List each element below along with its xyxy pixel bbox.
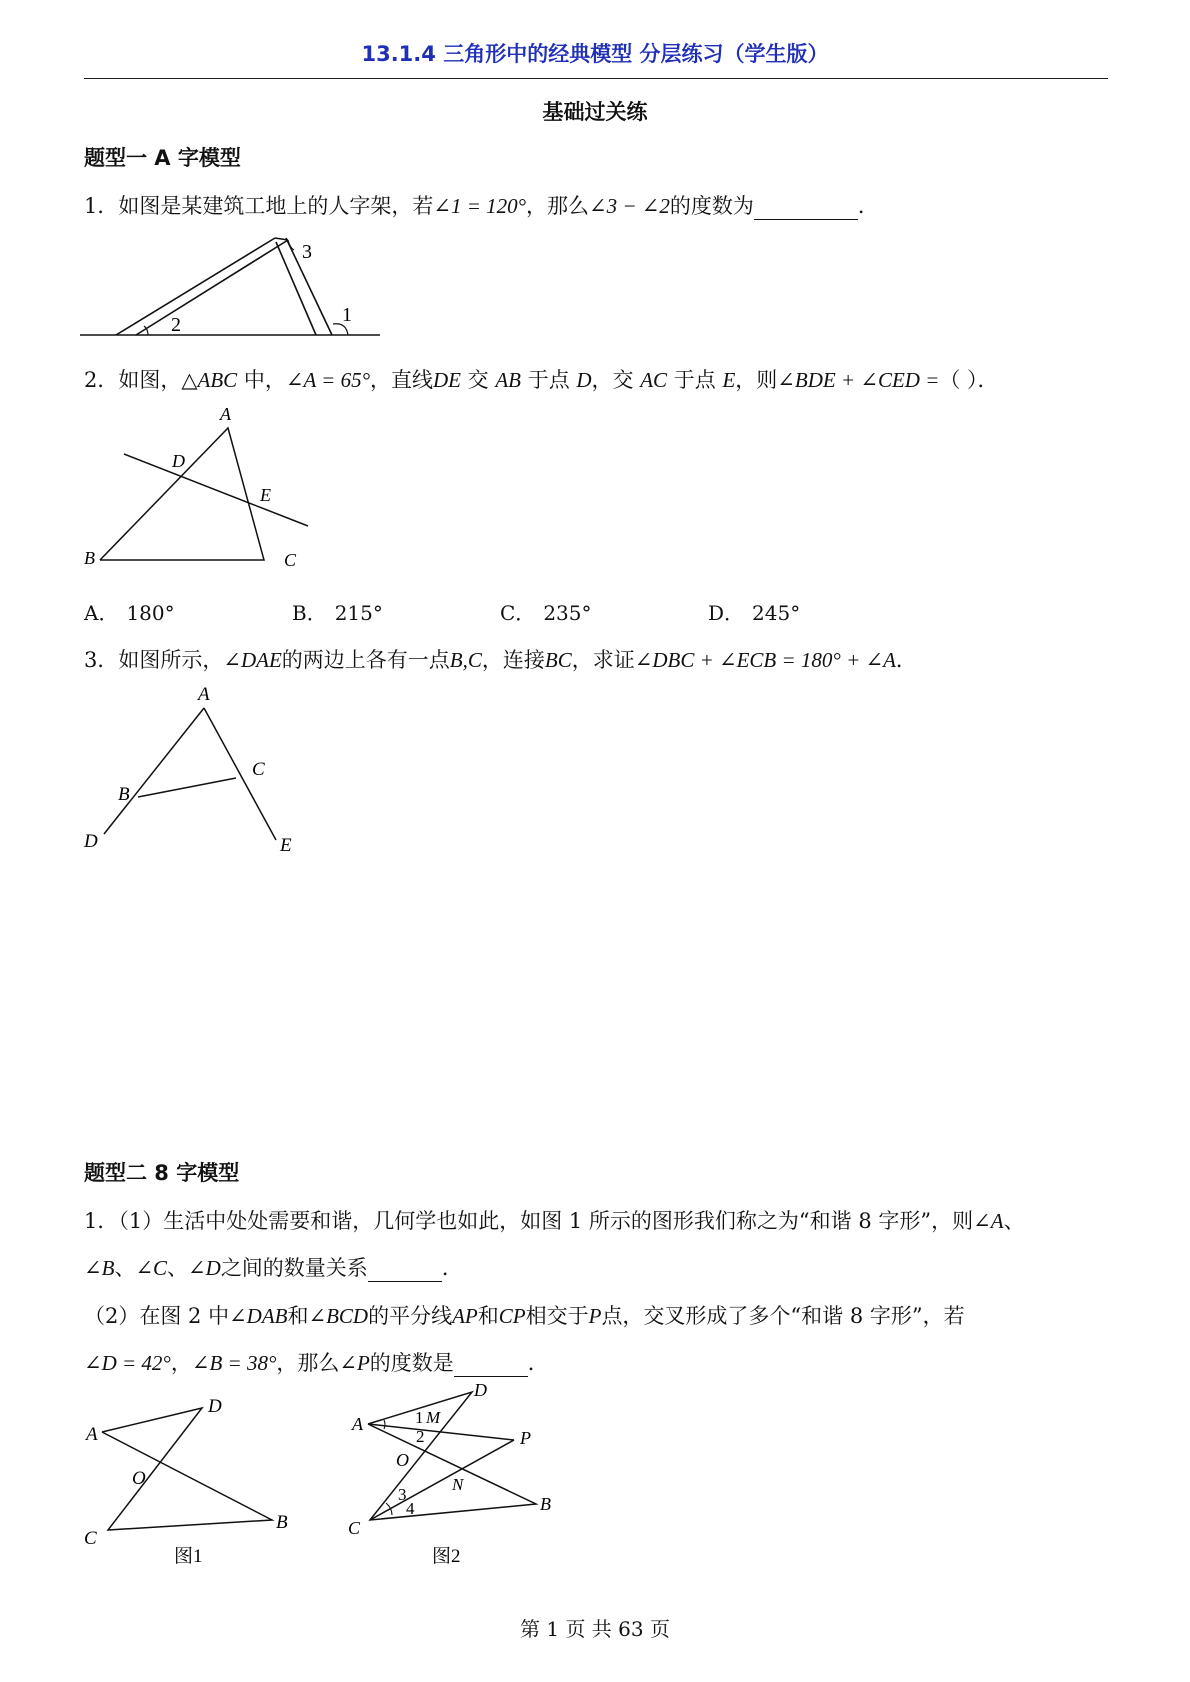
figure-angle-dae	[80, 680, 310, 860]
section-subtitle: 基础过关练	[542, 100, 648, 124]
option-d[interactable]: D． 245°	[708, 601, 801, 625]
svg-text:4: 4	[406, 1499, 415, 1518]
figure-1-eight-shape	[80, 1390, 310, 1570]
question-8-1-line2: ∠B、∠C、∠D之间的数量关系 ．	[84, 1256, 463, 1280]
svg-text:B: B	[540, 1494, 551, 1514]
fig-label: 3	[302, 241, 312, 263]
option-b[interactable]: B． 215°	[292, 601, 383, 625]
option-a[interactable]: A． 180°	[84, 601, 175, 625]
figure-2-bisectors	[340, 1380, 580, 1570]
figure-1-caption: 图1	[174, 1546, 203, 1567]
svg-text:3: 3	[398, 1485, 407, 1504]
svg-text:E: E	[260, 485, 271, 505]
svg-text:D: D	[474, 1380, 487, 1400]
svg-text:C: C	[284, 550, 297, 570]
fig-label: 2	[171, 314, 181, 336]
svg-text:N: N	[452, 1475, 464, 1494]
svg-text:B: B	[84, 548, 95, 568]
svg-text:C: C	[348, 1518, 361, 1538]
svg-text:P: P	[520, 1428, 531, 1448]
svg-text:D: D	[208, 1396, 222, 1417]
svg-text:D: D	[84, 831, 98, 852]
svg-text:1: 1	[415, 1408, 424, 1427]
svg-text:O: O	[396, 1450, 409, 1470]
answer-blank-relation[interactable]	[368, 1261, 442, 1282]
svg-text:A: A	[220, 404, 231, 424]
svg-text:B: B	[276, 1512, 288, 1533]
svg-text:C: C	[252, 759, 265, 780]
svg-text:E: E	[280, 835, 292, 856]
svg-text:B: B	[118, 784, 130, 805]
svg-text:A: A	[198, 684, 210, 705]
page-footer: 第 1 页 共 63 页	[520, 1617, 670, 1641]
question-2: 2．如图，△ABC 中，∠A = 65°，直线DE 交 AB 于点 D，交 AC 于点 E，则∠BDE + ∠CED =（ ）．	[84, 368, 999, 392]
svg-text:A: A	[86, 1424, 98, 1445]
figure-2-caption: 图2	[432, 1546, 461, 1567]
header-rule	[84, 78, 1108, 79]
svg-text:2: 2	[416, 1427, 425, 1446]
answer-blank-angle-p[interactable]	[454, 1356, 528, 1377]
section2-heading: 题型二 8 字模型	[84, 1161, 240, 1185]
question-3: 3．如图所示，∠DAE的两边上各有一点B,C，连接BC，求证∠DBC + ∠ECB = 180° + ∠A．	[84, 648, 917, 672]
question-8-1-line4: ∠D = 42°，∠B = 38°，那么∠P的度数是 ．	[84, 1351, 549, 1375]
svg-text:A: A	[352, 1414, 363, 1434]
svg-text:D: D	[172, 451, 185, 471]
question-8-1-line1: 1．（1）生活中处处需要和谐，几何学也如此，如图 1 所示的图形我们称之为“和谐 8 字形”，则∠A、	[84, 1209, 1025, 1233]
fig-label: 1	[342, 304, 352, 326]
svg-text:O: O	[132, 1468, 146, 1489]
answer-blank[interactable]	[754, 199, 858, 220]
svg-text:C: C	[84, 1528, 97, 1549]
question-8-1-line3: （2）在图 2 中∠DAB和∠BCD的平分线AP和CP相交于P点，交叉形成了多个“和谐 8 字形”，若	[84, 1304, 965, 1328]
figure-a-frame	[80, 228, 380, 338]
svg-text:M: M	[426, 1408, 441, 1427]
option-c[interactable]: C． 235°	[500, 601, 592, 625]
figure-triangle-abc	[80, 400, 320, 580]
document-title: 13.1.4 三角形中的经典模型 分层练习（学生版）	[361, 42, 829, 66]
section1-heading: 题型一 A 字模型	[84, 146, 241, 170]
question-1: 1．如图是某建筑工地上的人字架，若∠1 = 120°，那么∠3 − ∠2的度数为 ．	[84, 194, 879, 218]
